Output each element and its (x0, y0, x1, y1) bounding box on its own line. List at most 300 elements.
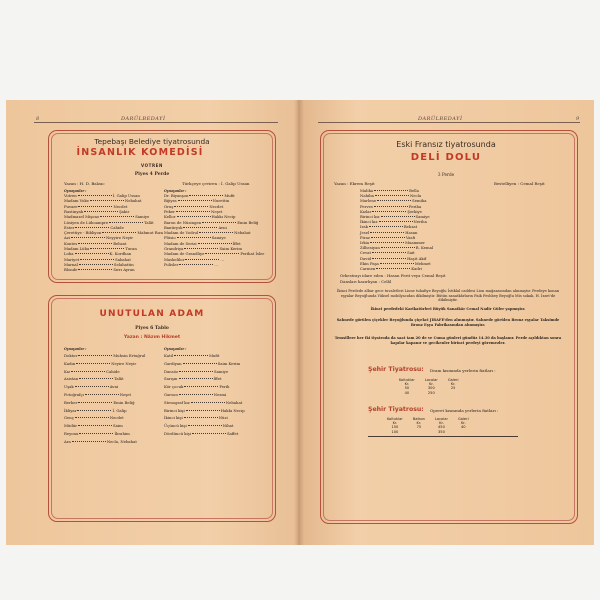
cast-role: Çerettiye - Bibliyon (64, 230, 102, 236)
sehir-price-cell: 25 (450, 386, 456, 391)
cast-role: Blonde (64, 267, 78, 273)
cast-role: Kız (64, 368, 71, 374)
leader-dots (71, 237, 105, 238)
operet-unit: Kr. (416, 421, 422, 426)
sehir-price-title: Şehir Tiyatrosu: (368, 366, 424, 373)
cast-row (164, 432, 238, 436)
leader-dots (176, 211, 210, 212)
cast-actor: Mufit (224, 193, 235, 198)
leader-dots (371, 237, 405, 238)
operet-price-note: Operet kısmında yerlerin fiatları : (430, 408, 499, 413)
leader-dots (369, 226, 403, 227)
leader-dots (372, 211, 406, 212)
leader-dots (370, 242, 404, 243)
left-page-number: 8 (36, 116, 40, 122)
cast-actor: Nebahat (225, 399, 243, 405)
play3-note-showtimes: Temsillere her iki tiyatroda da saat tam 20 de ve Cuma günleri gündüz 14.30 da başlanır. Perde açıldıktan sonra kapılar kapanır ve gecikenler birinci perdeyi göremezler. (334, 336, 562, 345)
leader-dots (84, 211, 118, 212)
cast-role: Garson (164, 392, 178, 397)
operet-col: Koltuklar (387, 417, 403, 421)
cast-actor: Behzat (113, 240, 127, 246)
cast-role: Kellor (164, 214, 176, 220)
leader-dots (179, 394, 213, 395)
cast-actor: İffet (213, 376, 222, 382)
play1-translator: Türkçeye çeviren : İ. Galip Ussan (182, 181, 250, 186)
leader-dots (380, 263, 414, 264)
cast-actor: Mahmut Rıza (137, 230, 164, 236)
cast-row (64, 377, 124, 381)
cast-actor: K. Kordhan (109, 251, 132, 257)
cast-role: Zilhesiyan (360, 245, 380, 251)
right-running-title: DARÜLBEDAYİ (418, 116, 463, 122)
cast-row (164, 370, 228, 374)
leader-dots (185, 259, 219, 260)
leader-dots (183, 227, 217, 228)
leader-dots (78, 355, 112, 356)
operet-unit: Kr. (460, 421, 466, 426)
right-header-rule (318, 122, 580, 123)
leader-dots (174, 206, 208, 207)
leader-dots (191, 402, 225, 403)
cast-role: Berber (64, 399, 78, 405)
cast-actor: Neyyire Neyir (105, 235, 134, 241)
cast-role: Peker (164, 208, 175, 214)
left-header-rule (34, 122, 278, 123)
leader-dots (79, 264, 113, 265)
cast-role: Madam de Vodrul (164, 230, 199, 236)
leader-dots (374, 206, 408, 207)
operet-price-title: Şehir Tiyatrosu: (368, 406, 424, 413)
play3-note-costumes: İkinci Perdede albar gece tuvaletleri Lione tuhafiye Beyoğlu İstiklal caddesi Lion mağazasından alınmıştır. Perdeye konan eşyalar Beyoğlunda Yüksel mobilyacıdan dikilmiştir. Bütün sanatkârların Faik Feshbey Beyoğlu Mis sokak, H. İzzet'de dikilmiştir. (336, 289, 560, 303)
operet-price-cell (408, 430, 430, 434)
cast-role: Ester (64, 224, 75, 230)
leader-dots (370, 232, 404, 233)
leader-dots (72, 441, 106, 442)
play1-author: Yazan : H. D. Balzac (64, 181, 105, 186)
play3-title: DELİ DOLU (410, 152, 482, 163)
cast-actor: İffet (232, 240, 241, 246)
leader-dots (184, 386, 218, 387)
leader-dots (75, 253, 109, 254)
leader-dots (90, 248, 124, 249)
cast-role: Genç (64, 415, 74, 421)
sehir-price-cell: 300 (427, 386, 435, 391)
cast-role: Madam Voke (64, 198, 89, 204)
leader-dots (198, 243, 232, 244)
cast-actor: Hakkı Necip (211, 214, 236, 220)
leader-dots (374, 190, 408, 191)
cast-actor: Nurettin (212, 198, 230, 204)
cast-actor: Sırrı Ayran (113, 267, 135, 273)
sehir-unit: Kr. (404, 382, 410, 387)
cast-actor: Selahattin (113, 261, 134, 267)
leader-dots (205, 253, 239, 254)
operet-price-cell: 150 (391, 425, 399, 430)
cast-actor: Nebahat (124, 198, 142, 204)
play3-note-flowers: Sahnede görülen çiçekler Beyoğlunda çiçekci JIRAFE'den alınmıştır. Sahnede görülen Bronz eşyalar Taksimde Bronz Eşya Fabrikasından alınmıştır. (336, 318, 560, 327)
leader-dots (174, 355, 208, 356)
play3-acts: 3 Perde (437, 172, 455, 177)
leader-dots (177, 237, 211, 238)
play1-title: İNSANLIK KOMEDİSİ (76, 147, 204, 158)
right-page-number: 9 (576, 116, 580, 122)
cast-role: Kadın (64, 360, 76, 366)
sehir-price-cell: 50 (404, 386, 410, 391)
leader-dots (372, 258, 406, 259)
cast-row (164, 263, 218, 267)
cast-role: Marnal (64, 261, 78, 267)
leader-dots (75, 386, 109, 387)
cast-actor: Avni (109, 384, 119, 390)
cast-role: Puvare (64, 203, 78, 209)
cast-role: Jesel (360, 229, 370, 235)
cast-actor: Bella (409, 188, 419, 193)
cast-actor: Necla, Nebahat (106, 438, 137, 444)
leader-dots (102, 232, 136, 233)
cast-role: Nahiba (360, 193, 374, 199)
cast-role: Irak (360, 224, 368, 230)
cast-row (64, 385, 118, 389)
cast-actor: Mufit (209, 353, 220, 358)
cast-row (164, 409, 245, 413)
cast-row (64, 393, 131, 397)
cast-actor: Samiye (135, 214, 150, 220)
left-running-title: DARÜLBEDAYİ (121, 116, 166, 122)
play3-composer: Bestelliyen : Cemal Reşit (494, 181, 545, 186)
cast-actor: Neşet (119, 392, 132, 397)
cast-role: Dr. Biyanşon (164, 193, 189, 198)
sehir-col-koltuklar: Koltuklar (399, 378, 415, 382)
cast-role: Doktor (64, 353, 78, 358)
cast-role: İkinci kişi (164, 415, 183, 421)
leader-dots (202, 222, 236, 223)
cast-role: Dördüncü kişi (164, 431, 191, 436)
leader-dots (376, 268, 410, 269)
cast-row (64, 221, 154, 225)
cast-row (164, 231, 251, 235)
operet-price-cell: 350 (438, 429, 445, 434)
leader-dots (79, 433, 113, 434)
leader-dots (90, 200, 124, 201)
cast-role: Uşak (64, 384, 74, 390)
cast-actor: Necdet (109, 415, 124, 421)
cast-role: Rastinyak (64, 208, 84, 214)
cast-actor: Samiye (214, 368, 229, 374)
cast-row (64, 370, 120, 374)
cast-actor: Samiye (211, 235, 226, 241)
cast-actor: Semiha (412, 198, 427, 204)
operet-unit: Kr. (392, 421, 398, 426)
cast-role: Oruş (164, 203, 174, 209)
cast-role: Grandriya (164, 246, 184, 251)
leader-dots (77, 410, 111, 411)
cast-row (64, 424, 123, 428)
cast-actor: ... (214, 261, 218, 267)
cast-role: Madam de Serizi (164, 240, 197, 246)
operet-price-cell (453, 430, 474, 434)
cast-role: Katil (164, 353, 174, 358)
leader-dots (183, 363, 217, 364)
cast-role: Kör çocuk (164, 384, 184, 390)
cast-role: Malika (360, 188, 374, 193)
cast-row (164, 401, 242, 405)
leader-dots (78, 195, 112, 196)
cast-actor: Şerkiye (407, 208, 422, 214)
cast-row (64, 440, 137, 444)
cast-actor: Hasan (405, 229, 418, 235)
cast-row (64, 416, 124, 420)
cast-actor: ... (220, 256, 225, 262)
cast-actor: Ferih (219, 384, 230, 390)
cast-actor: Necla (409, 193, 422, 199)
cast-role: Bantirysk (164, 224, 183, 230)
cast-row (164, 385, 229, 389)
leader-dots (184, 417, 218, 418)
operet-col: Locolar (434, 417, 448, 421)
sehir-price-note: Dram kısmında yerlerin fiatları : (430, 368, 496, 373)
leader-dots (100, 216, 134, 217)
cast-role: Fotoğrafçı (64, 392, 84, 397)
play3-theatre: Eski Fransız tiyatrosunda (396, 140, 496, 149)
cast-actor: İ. Galip Ussan (112, 193, 140, 198)
leader-dots (80, 259, 114, 260)
sehir-unit: Kr. (429, 382, 434, 387)
cast-actor: Muammer (405, 240, 425, 245)
cast-role: Madam Lüba (64, 246, 90, 251)
sehir-col-galeri: Galeri (447, 378, 459, 382)
cast-role: Carmen (360, 266, 376, 271)
leader-dots (189, 195, 223, 196)
cast-role: Votren (64, 193, 77, 198)
operet-price-table (382, 417, 474, 434)
program-spread (6, 100, 594, 545)
cast-role: Ara (64, 438, 71, 444)
cast-role: Azi (64, 235, 70, 241)
operet-col: Galeri (457, 417, 469, 421)
cast-actor: Cahide (106, 368, 120, 374)
cast-role: Madmazel Mişono (64, 214, 100, 220)
spine-gutter (294, 100, 304, 545)
cast-role: Asistan (64, 376, 79, 382)
play3-dance: Dansları hazırlıyan : Celâl (340, 279, 392, 284)
play3-author: Yazan : Ekrem Reşit (334, 181, 375, 186)
sehir-price-cell: 40 (404, 390, 410, 395)
sehir-price-table (394, 378, 464, 395)
sehir-price-cell: 250 (427, 390, 435, 395)
cast-actor: Neşet (211, 208, 223, 214)
cast-actor: Turan (125, 246, 137, 251)
cast-actor: Emin Beliğ (113, 399, 135, 405)
cast-row (64, 401, 135, 405)
sehir-price-cell (443, 391, 464, 395)
cast-role: Lüsiyen de Lüboampre (64, 219, 109, 225)
price-divider (368, 436, 518, 437)
leader-dots (71, 371, 105, 372)
leader-dots (78, 269, 112, 270)
cast-actor: Ferihat İsler (240, 251, 265, 257)
cast-actor: Haşit Akif (407, 255, 427, 261)
cast-actor: Neriha (413, 219, 427, 225)
play3-conductor: Orkestrayı idare eden : Hasan Ferit veya Cemal Reşit (340, 273, 446, 278)
leader-dots (186, 410, 220, 411)
cast-role: Dansöz (164, 368, 178, 374)
cast-actor: Necdet (209, 203, 224, 209)
cast-role: Birinci kişi (164, 407, 185, 413)
cast-role: Sarışın (164, 376, 178, 382)
play2-cast-label-left: Oynayanlar : (64, 347, 87, 351)
cast-role: Baron de Nüsingen (164, 219, 202, 225)
cast-actor: Saffet (226, 431, 239, 436)
play1-cast-label-right: Oynayanlar : (164, 189, 187, 193)
cast-actor: Samiye (415, 214, 430, 219)
play2-cast-label-right: Oynayanlar : (164, 347, 187, 351)
leader-dots (75, 417, 109, 418)
cast-role: Polisler (164, 261, 179, 267)
cast-role: Reyonu (64, 431, 79, 436)
cast-actor: İbrahim (114, 431, 130, 436)
play1-cast-label-left: Oynayanlar : (64, 189, 87, 193)
operet-price-cell: 450 (438, 425, 445, 430)
leader-dots (78, 425, 112, 426)
operet-price-cell: 75 (416, 425, 422, 430)
cast-row (360, 267, 422, 271)
leader-dots (76, 363, 110, 364)
leader-dots (75, 227, 109, 228)
cast-actor: Saim Kerim (217, 360, 241, 366)
cast-row (64, 409, 127, 413)
cast-actor: Necdet (113, 203, 128, 209)
leader-dots (109, 222, 143, 223)
cast-actor: Nihat (222, 423, 234, 429)
cast-role: Perves (360, 203, 373, 209)
cast-actor: Saim Kerim (219, 246, 242, 251)
cast-role: Birinci kız (360, 214, 380, 219)
cast-role: Madam de Grandliye (164, 251, 205, 257)
leader-dots (78, 402, 112, 403)
leader-dots (381, 247, 415, 248)
cast-actor: Kadri (411, 266, 422, 271)
leader-dots (372, 252, 406, 253)
leader-dots (381, 216, 415, 217)
cast-actor: Mehmet (414, 260, 431, 266)
leader-dots (79, 378, 113, 379)
leader-dots (178, 200, 212, 201)
cast-actor: Talât (114, 376, 124, 382)
cast-actor: Sabahat (115, 256, 131, 262)
cast-row (64, 432, 130, 436)
play2-title: UNUTULAN ADAM (99, 309, 205, 319)
cast-actor: Nüzi (218, 415, 228, 421)
cast-role: Üçüncü kişi (164, 423, 187, 429)
play1-theatre: Tepebaşı Belediye tiyatrosunda (94, 137, 210, 146)
cast-actor: Muhsin Ertuğrul (113, 353, 146, 358)
cast-actor: Hakkı Necip (220, 407, 245, 413)
cast-actor: R. Kemal (415, 245, 434, 251)
leader-dots (85, 394, 119, 395)
cast-role: Maskelilor (164, 256, 185, 262)
cast-actor: Feriha (408, 203, 422, 209)
play2-acts: Piyes 6 Tablo (135, 326, 169, 331)
leader-dots (375, 195, 409, 196)
cast-role: Kızlar (360, 208, 372, 214)
cast-row (64, 268, 135, 272)
leader-dots (179, 378, 213, 379)
cast-actor: Saim (113, 423, 123, 429)
cast-role: Bijiyra (164, 198, 177, 204)
cast-role: Irkia (360, 240, 370, 245)
cast-role: Plüsio (164, 235, 176, 241)
cast-actor: Emin Beliğ (237, 219, 259, 225)
cast-row (164, 354, 219, 358)
leader-dots (379, 221, 413, 222)
cast-actor: Nezmi (213, 392, 227, 397)
cast-row (164, 362, 240, 366)
cast-actor: Talât (144, 219, 154, 225)
cast-actor: Vasfi (405, 234, 415, 240)
operet-price-cell: 100 (391, 429, 399, 434)
cast-role: Loba (64, 251, 74, 257)
cast-role: Gardiyan (164, 360, 182, 366)
cast-role: İkliyar (64, 407, 77, 413)
leader-dots (179, 264, 213, 265)
right-page (298, 100, 594, 545)
leader-dots (188, 425, 222, 426)
leader-dots (199, 232, 233, 233)
play1-acts: Piyes 4 Perde (134, 172, 170, 177)
cast-row (64, 354, 145, 358)
leader-dots (377, 200, 411, 201)
cast-actor: İ. Galip (112, 407, 127, 413)
cast-role: Mariyet (64, 256, 80, 262)
cast-actor: Sait (407, 250, 415, 256)
cast-role: David (360, 255, 372, 261)
operet-col: Balkon (412, 417, 425, 421)
cast-actor: Cahide (110, 224, 124, 230)
play1-subtitle: VOTREN (141, 163, 163, 168)
leader-dots (192, 433, 226, 434)
leader-dots (179, 371, 213, 372)
leader-dots (78, 243, 112, 244)
cast-actor: Şakir (119, 208, 130, 214)
cast-row (164, 393, 226, 397)
cast-row (164, 377, 222, 381)
cast-role: Piraz (360, 234, 370, 240)
operet-price-cell: 40 (460, 425, 466, 430)
cast-role: Müdür (64, 423, 78, 429)
cast-actor: Avni (218, 224, 227, 230)
cast-role: Stenograf kız (164, 399, 190, 405)
cast-row (164, 416, 228, 420)
sehir-unit: Kr. (450, 382, 456, 387)
leader-dots (78, 206, 112, 207)
play3-note-caricatures: İkinci perdedeki Karikatürleri Büyük Sanatkâr Cemal Nadir Güler yapmıştır. (370, 307, 526, 311)
leader-dots (177, 216, 211, 217)
play2-author: Yazan : Nâzım Hikmet (123, 335, 181, 340)
operet-unit: Kr. (439, 421, 444, 426)
cast-role: İkinci kız (360, 219, 378, 225)
cast-actor: Nebahat (234, 230, 251, 236)
leader-dots (184, 248, 218, 249)
cast-actor: Neyire Neyir (111, 360, 137, 366)
cast-row (64, 362, 136, 366)
cast-actor: Behzat (403, 224, 418, 230)
cast-role: Ekin Paşa (360, 260, 379, 266)
cast-role: Cevat (360, 250, 372, 256)
cast-role: Marlene (360, 198, 377, 204)
cast-row (164, 424, 233, 428)
sehir-col-locolar: Locolar (424, 378, 438, 382)
cast-role: Kontes (64, 240, 78, 246)
